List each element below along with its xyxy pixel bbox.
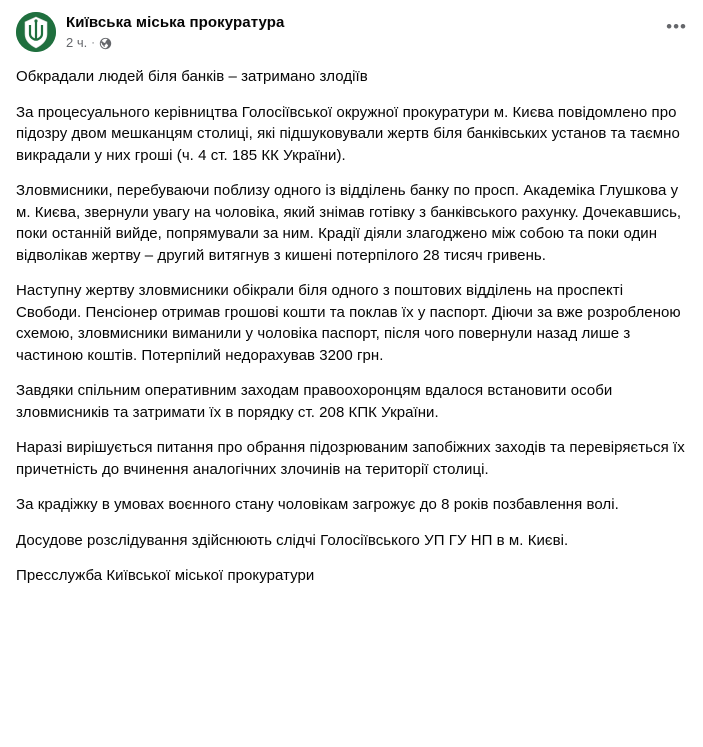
post-paragraph: За крадіжку в умовах воєнного стану чоловікам загрожує до 8 років позбавлення волі. xyxy=(16,496,619,513)
post-paragraph: За процесуального керівництва Голосіївської окружної прокуратури м. Києва повідомлено про підозру двом мешканцям столиці, які підшуковували жертв біля банківських установ та таємно викрадали у них гроші (ч. 4 ст. 185 КК України). xyxy=(16,103,680,164)
page-name[interactable]: Київська міська прокуратура xyxy=(66,14,285,31)
post-header-text xyxy=(66,12,284,51)
globe-icon[interactable] xyxy=(99,37,112,50)
post-paragraph: Обкрадали людей біля банків – затримано злодіїв xyxy=(16,68,368,85)
post-header xyxy=(16,12,687,52)
post-body xyxy=(16,66,687,587)
coat-of-arms-avatar-icon xyxy=(16,12,56,52)
post-menu-button[interactable]: ••• xyxy=(666,17,687,36)
avatar[interactable] xyxy=(16,12,56,52)
post-meta xyxy=(66,35,284,51)
post-paragraph: Зловмисники, перебуваючи поблизу одного із відділень банку по просп. Академіка Глушкова у м. Києва, звернули увагу на чоловіка, який знімав готівку з банківського рахунку. Дочекавшись, поки останній вийде, попрямували за ним. Крадії діяли злагоджено між собою та поки один відволікав жертву – другий витягнув з кишені потерпілого 28 тисяч гривень. xyxy=(16,182,682,264)
post-paragraph: Наразі вирішується питання про обрання підозрюваним запобіжних заходів та перевіряється їх причетність до вчинення аналогічних злочинів на території столиці. xyxy=(16,439,685,478)
post-paragraph: Завдяки спільним оперативним заходам правоохоронцям вдалося встановити особи зловмисників та затримати їх в порядку ст. 208 КПК України. xyxy=(16,382,613,421)
post-timestamp[interactable]: 2 ч. xyxy=(66,35,88,50)
meta-separator: · xyxy=(91,37,95,49)
post-paragraph: Пресслужба Київської міської прокуратури xyxy=(16,567,315,584)
post-paragraph: Досудове розслідування здійснюють слідчі Голосіївського УП ГУ НП в м. Києві. xyxy=(16,531,569,549)
post-paragraph: Наступну жертву зловмисники обікрали біля одного з поштових відділень на проспекті Свободи. Пенсіонер отримав грошові кошти та поклав їх у паспорт. Діючи за вже розробленою схемою, зловмисники виманили у чоловіка паспорт, після чого повернули назад лише з частиною коштів. Потерпілий недорахував 3200 грн. xyxy=(16,282,681,364)
